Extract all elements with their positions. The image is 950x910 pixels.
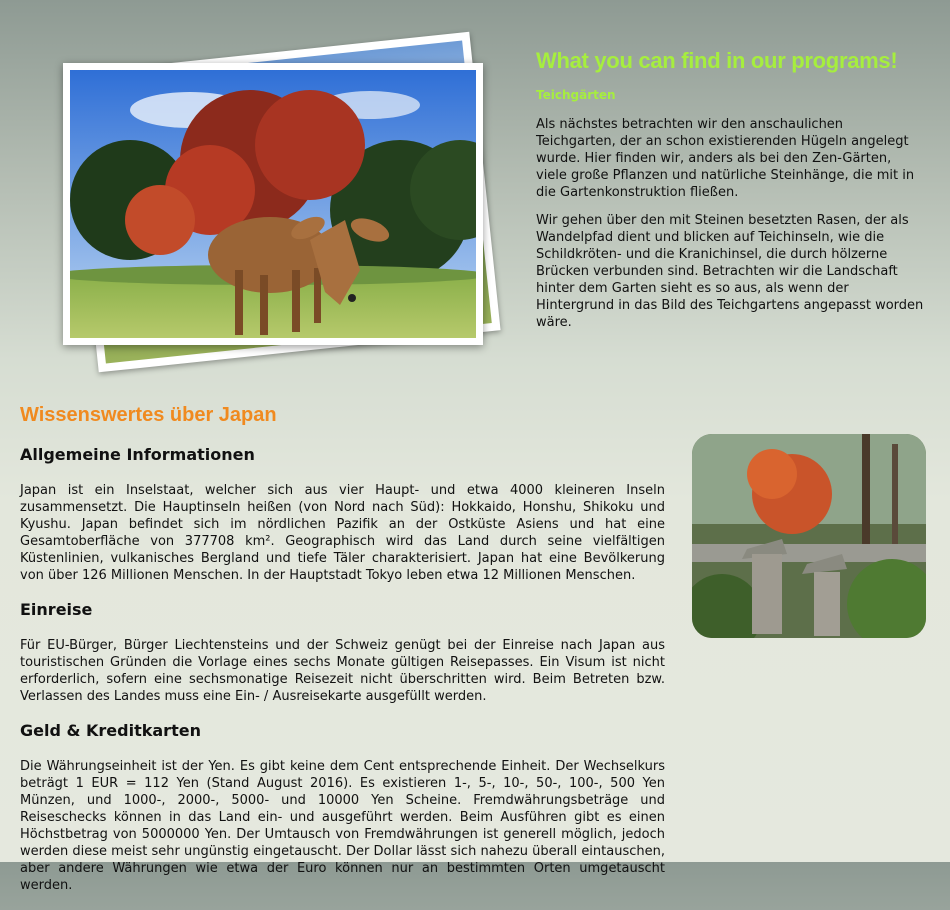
- intro-paragraph: Als nächstes betrachten wir den anschaulichen Teichgarten, der an schon existierenden Hügeln angelegt wurde. Hier finden wir, anders als bei den Zen-Gärten, viele große Pflanzen und natürliche Steinhänge, die mit in die Gartenkonstruktion fließen.: [536, 117, 915, 200]
- photo-stack: [58, 38, 498, 378]
- section-text: Für EU-Bürger, Bürger Liechtensteins und der Schweiz genügt bei der Einreise nach Japan aus touristischen Gründen die Vorlage eines sechs Monate gültigen Reisepasses. Ein Visum ist nicht erforderlich, sofern eine sechsmonatige Reisezeit nicht überschritten wird. Beim Betreten bzw. Verlassen des Landes muss eine Ein- / Ausreisekarte ausgefüllt werden.: [20, 638, 665, 704]
- deer-photo: [63, 63, 483, 345]
- japan-info-section: [20, 404, 665, 910]
- section-title: Wissenswertes über Japan: [20, 404, 277, 426]
- garden-photo: [692, 434, 926, 638]
- intro-section: [536, 48, 926, 342]
- section-heading: Geld & Kreditkarten: [20, 721, 201, 740]
- intro-paragraph: Wir gehen über den mit Steinen besetzten Rasen, der als Wandelpfad dient und blicken auf Teichinseln, wie die Schildkröten- und die Kranichinsel, die durch hölzerne Brücken verbunden sind. Betrachten wir die Landschaft hinter dem Garten sieht es so aus, als wenn der Hintergrund in das Bild des Teichgartens angepasst worden wäre.: [536, 213, 924, 330]
- intro-subtitle: Teichgärten: [536, 88, 616, 102]
- intro-title: What you can find in our programs!: [536, 48, 898, 73]
- section-text: Japan ist ein Inselstaat, welcher sich aus vier Haupt- und etwa 4000 kleineren Inseln zusammensetzt. Die Hauptinseln heißen (von Nord nach Süd): Hokkaido, Honshu, Shikoku und Kyushu. Japan befindet sich im nördlichen Pazifik an der Ostküste Asiens und hat eine Gesamtoberfläche von 377708 km². Geographisch wird das Land durch seine vielfältigen Küstenlinien, vulkanisches Bergland und tiefe Täler charakterisiert. Japan hat eine Bevölkerung von über 126 Millionen Menschen. In der Hauptstadt Tokyo leben etwa 12 Millionen Menschen.: [20, 483, 665, 583]
- section-heading: Allgemeine Informationen: [20, 445, 255, 464]
- section-heading: Einreise: [20, 600, 93, 619]
- section-text: Die Währungseinheit ist der Yen. Es gibt keine dem Cent entsprechende Einheit. Der Wechselkurs beträgt 1 EUR = 112 Yen (Stand August 2016). Es existieren 1-, 5-, 10-, 50-, 100-, 500 Yen Münzen, und 1000-, 2000-, 5000- und 10000 Yen Scheine. Fremdwährungsbeträge und Reiseschecks können in das Land ein- und ausgeführt werden. Beim Ausführen gibt es einen Höchstbetrag von 5000000 Yen. Der Umtausch von Fremdwährungen ist generell möglich, jedoch werden diese meist sehr ungünstig eingetauscht. Der Dollar lässt sich nahezu überall eintauschen, aber andere Währungen wie etwa der Euro können nur an bestimmten Orten umgetauscht werden.: [20, 759, 665, 893]
